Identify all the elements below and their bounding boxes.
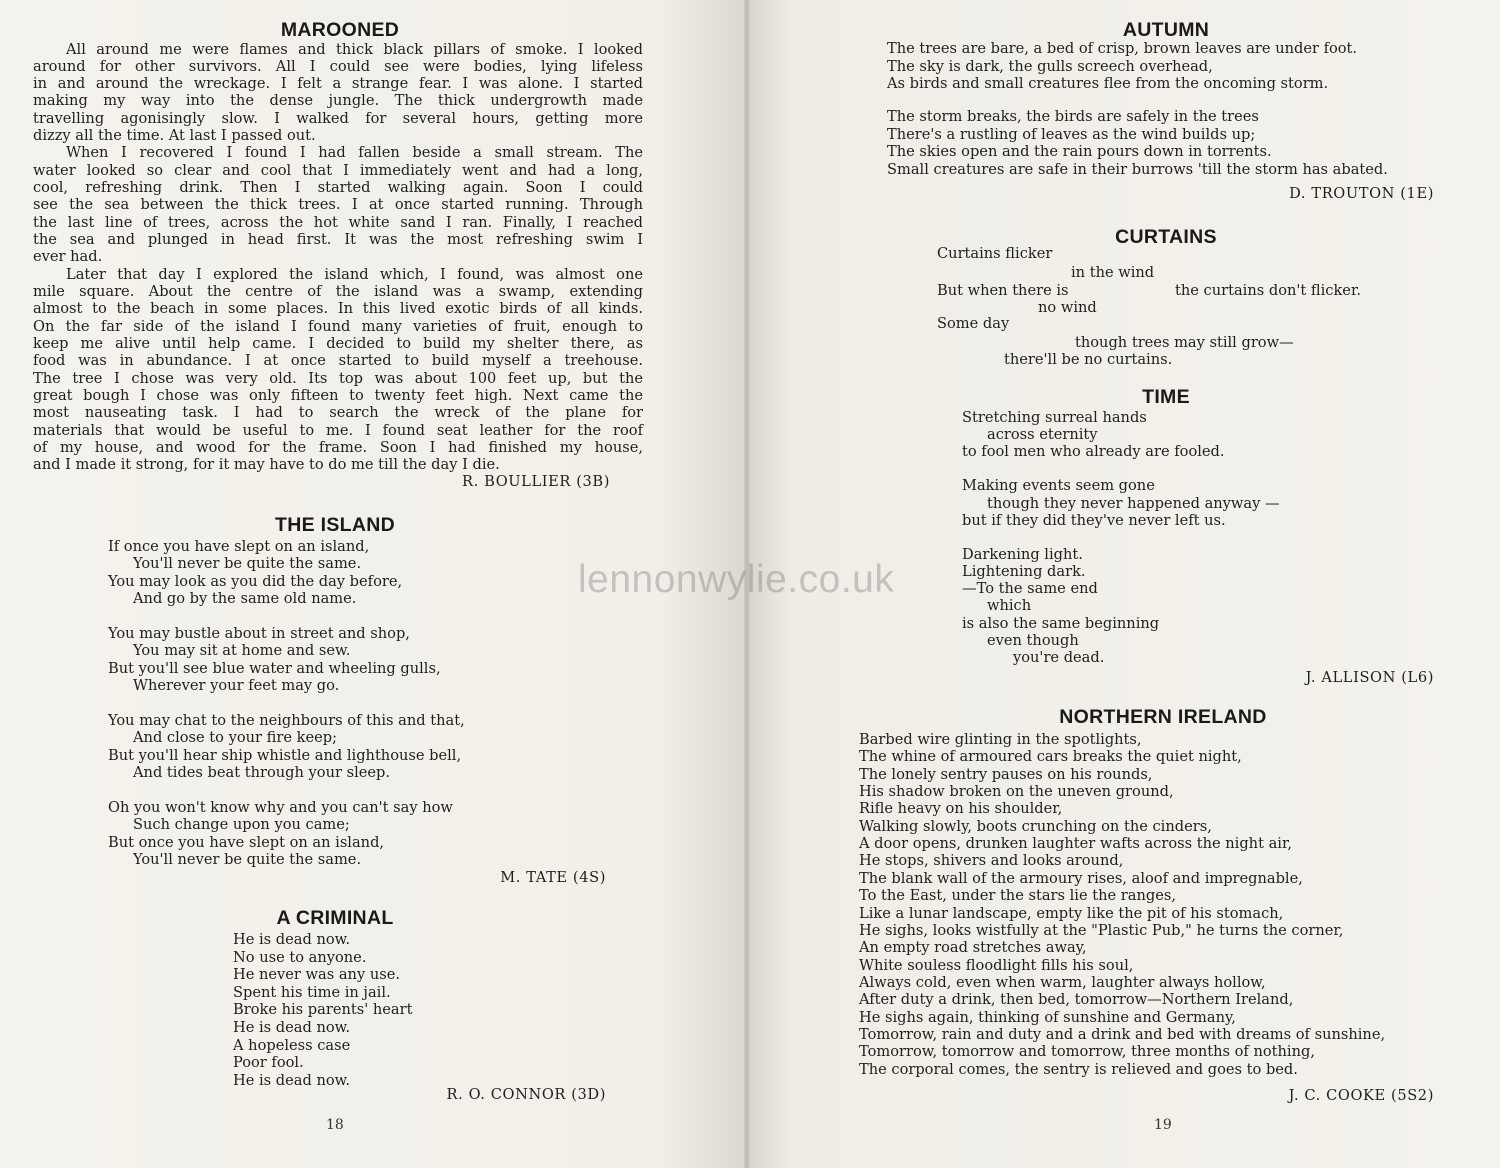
- poem-line: Tomorrow, rain and duty and a drink and bed with dreams of sunshine,: [859, 1025, 1386, 1043]
- poem-line: The skies open and the rain pours down in torrents.: [887, 143, 1272, 160]
- poem-line: Curtains flicker: [937, 245, 1053, 262]
- poem-line: Some day: [937, 315, 1010, 332]
- poem-line: He stops, shivers and looks around,: [859, 852, 1124, 870]
- island-title: THE ISLAND: [275, 514, 395, 536]
- prose-line: around for other survivors. All I could see were bodies, lying lifeless: [33, 57, 643, 75]
- poem-line: Oh you won't know why and you can't say how: [108, 799, 453, 816]
- poem-line: A hopeless case: [233, 1036, 351, 1054]
- poem-line: Rifle heavy on his shoulder,: [859, 800, 1063, 818]
- watermark: lennonwylie.co.uk: [578, 558, 895, 601]
- poem-line: If once you have slept on an island,: [108, 538, 370, 555]
- poem-line: there'll be no curtains.: [1004, 351, 1173, 368]
- poem-line: The blank wall of the armoury rises, aloof and impregnable,: [859, 869, 1303, 887]
- prose-line: On the far side of the island I found many varieties of fruit, enough to: [33, 317, 643, 335]
- poem-line: An empty road stretches away,: [859, 939, 1087, 957]
- poem-line: Barbed wire glinting in the spotlights,: [859, 731, 1142, 748]
- poem-line: To the East, under the stars lie the ranges,: [859, 887, 1176, 905]
- poem-line: though trees may still grow—: [1075, 334, 1294, 351]
- prose-line: great bough I chose was only fifteen to twenty feet high. Next came the: [33, 386, 643, 404]
- prose-line: and I made it strong, for it may have to do me till the day I die.: [33, 456, 500, 474]
- poem-line: you're dead.: [1013, 649, 1105, 666]
- poem-line: —To the same end: [962, 580, 1098, 597]
- poem-line: But when there is: [937, 282, 1069, 299]
- poem-line: The lonely sentry pauses on his rounds,: [859, 765, 1153, 783]
- poem-line: across eternity: [987, 426, 1098, 443]
- prose-line: almost to the beach in some places. In this lived exotic birds of all kinds.: [33, 300, 643, 318]
- poem-line: The corporal comes, the sentry is relieved and goes to bed.: [859, 1060, 1298, 1078]
- prose-line: The tree I chose was very old. Its top was about 100 feet up, but the: [33, 369, 643, 387]
- prose-line: keep me alive until help came. I decided to build my shelter there, as: [33, 334, 643, 352]
- prose-line: the last line of trees, across the hot white sand I ran. Finally, I reached: [33, 213, 643, 231]
- criminal-title: A CRIMINAL: [276, 907, 394, 929]
- prose-line: When I recovered I found I had fallen beside a small stream. The: [66, 144, 643, 162]
- northern-ireland-author: J. C. COOKE (5S2): [1288, 1087, 1434, 1104]
- poem-line: You may look as you did the day before,: [108, 572, 403, 590]
- poem-line: Stretching surreal hands: [962, 409, 1147, 426]
- prose-line: see the sea between the thick trees. I at once started running. Through: [33, 196, 643, 214]
- poem-line: White souless floodlight fills his soul,: [859, 956, 1134, 974]
- poem-line: But you'll hear ship whistle and lighthouse bell,: [108, 746, 462, 764]
- poem-line: You'll never be quite the same.: [133, 851, 362, 869]
- prose-line: travelling agonisingly slow. I walked for several hours, getting more: [33, 109, 643, 127]
- prose-line: cool, refreshing drink. Then I started walking again. Soon I could: [33, 179, 643, 197]
- poem-line: the curtains don't flicker.: [1175, 282, 1361, 299]
- poem-line: even though: [987, 632, 1079, 649]
- poem-line: though they never happened anyway —: [987, 495, 1280, 512]
- poem-line: A door opens, drunken laughter wafts across the night air,: [859, 835, 1292, 853]
- poem-line: The whine of armoured cars breaks the quiet night,: [859, 748, 1242, 766]
- poem-line: You may sit at home and sew.: [133, 642, 351, 660]
- prose-line: Later that day I explored the island which, I found, was almost one: [66, 265, 643, 283]
- page-number-left: 18: [326, 1117, 344, 1133]
- poem-line: But once you have slept on an island,: [108, 833, 385, 851]
- page-number-right: 19: [1154, 1117, 1172, 1133]
- northern-ireland-title: NORTHERN IRELAND: [1059, 706, 1267, 728]
- marooned-author: R. BOULLIER (3B): [462, 473, 610, 490]
- poem-line: Such change upon you came;: [133, 816, 350, 834]
- poem-line: Broke his parents' heart: [233, 1001, 413, 1019]
- poem-line: And go by the same old name.: [133, 590, 357, 608]
- poem-line: And tides beat through your sleep.: [133, 764, 391, 782]
- poem-line: No use to anyone.: [233, 948, 367, 966]
- poem-line: no wind: [1038, 299, 1097, 316]
- poem-line: He is dead now.: [233, 931, 351, 948]
- time-author: J. ALLISON (L6): [1305, 669, 1434, 686]
- poem-line: to fool men who already are fooled.: [962, 443, 1225, 460]
- prose-line: in and around the wreckage. I felt a strange fear. I was alone. I started: [33, 75, 643, 93]
- prose-line: mile square. About the centre of the island was a swamp, extending: [33, 282, 643, 300]
- poem-line: You may bustle about in street and shop,: [108, 625, 410, 642]
- poem-line: The sky is dark, the gulls screech overhead,: [887, 57, 1213, 75]
- poem-line: Spent his time in jail.: [233, 983, 391, 1001]
- prose-line: making my way into the dense jungle. The thick undergrowth made: [33, 92, 643, 110]
- curtains-title: CURTAINS: [1115, 226, 1217, 248]
- poem-line: Lightening dark.: [962, 563, 1086, 580]
- poem-line: After duty a drink, then bed, tomorrow—Northern Ireland,: [859, 991, 1294, 1009]
- prose-line: most nauseating task. I had to search the wreck of the plane for: [33, 404, 643, 422]
- prose-line: of my house, and wood for the frame. Soon I had finished my house,: [33, 438, 643, 456]
- prose-line: food was in abundance. I at once started to build myself a treehouse.: [33, 352, 643, 370]
- prose-line: ever had.: [33, 248, 103, 266]
- poem-line: Making events seem gone: [962, 477, 1155, 494]
- poem-line: Always cold, even when warm, laughter always hollow,: [859, 973, 1266, 991]
- poem-line: Like a lunar landscape, empty like the pit of his stomach,: [859, 904, 1284, 922]
- poem-line: The storm breaks, the birds are safely in the trees: [887, 108, 1259, 125]
- marooned-title: MAROONED: [280, 19, 400, 41]
- autumn-title: AUTUMN: [1122, 19, 1210, 41]
- time-title: TIME: [1142, 386, 1190, 408]
- poem-line: is also the same beginning: [962, 615, 1160, 632]
- prose-line: materials that would be useful to me. I found seat leather for the roof: [33, 421, 643, 439]
- prose-line: the sea and plunged in head first. It was the most refreshing swim I: [33, 231, 643, 249]
- poem-line: He never was any use.: [233, 966, 401, 984]
- poem-line: but if they did they've never left us.: [962, 512, 1226, 529]
- poem-line: There's a rustling of leaves as the wind builds up;: [887, 125, 1256, 143]
- poem-line: He sighs again, thinking of sunshine and Germany,: [859, 1008, 1236, 1026]
- poem-line: Walking slowly, boots crunching on the cinders,: [859, 817, 1212, 835]
- island-author: M. TATE (4S): [500, 869, 606, 886]
- prose-line: dizzy all the time. At last I passed out.: [33, 127, 316, 145]
- poem-line: He sighs, looks wistfully at the "Plastic Pub," he turns the corner,: [859, 921, 1344, 939]
- prose-line: All around me were flames and thick black pillars of smoke. I looked: [66, 40, 643, 58]
- poem-line: Darkening light.: [962, 546, 1083, 563]
- poem-line: which: [987, 597, 1032, 614]
- poem-line: But you'll see blue water and wheeling gulls,: [108, 659, 441, 677]
- poem-line: As birds and small creatures flee from the oncoming storm.: [887, 75, 1329, 92]
- poem-line: The trees are bare, a bed of crisp, brown leaves are under foot.: [887, 40, 1358, 57]
- poem-line: Wherever your feet may go.: [133, 677, 340, 695]
- poem-line: You'll never be quite the same.: [133, 555, 362, 573]
- autumn-author: D. TROUTON (1E): [1289, 185, 1434, 202]
- poem-line: in the wind: [1071, 264, 1155, 281]
- poem-line: Small creatures are safe in their burrows 'till the storm has abated.: [887, 160, 1388, 178]
- poem-line: He is dead now.: [233, 1071, 351, 1089]
- poem-line: You may chat to the neighbours of this and that,: [108, 712, 465, 729]
- poem-line: And close to your fire keep;: [133, 729, 338, 747]
- poem-line: He is dead now.: [233, 1019, 351, 1036]
- prose-line: water looked so clear and cool that I immediately went and had a long,: [33, 161, 643, 179]
- poem-line: Tomorrow, tomorrow and tomorrow, three months of nothing,: [859, 1043, 1315, 1061]
- criminal-author: R. O. CONNOR (3D): [446, 1086, 606, 1103]
- poem-line: Poor fool.: [233, 1054, 304, 1072]
- poem-line: His shadow broken on the uneven ground,: [859, 783, 1174, 801]
